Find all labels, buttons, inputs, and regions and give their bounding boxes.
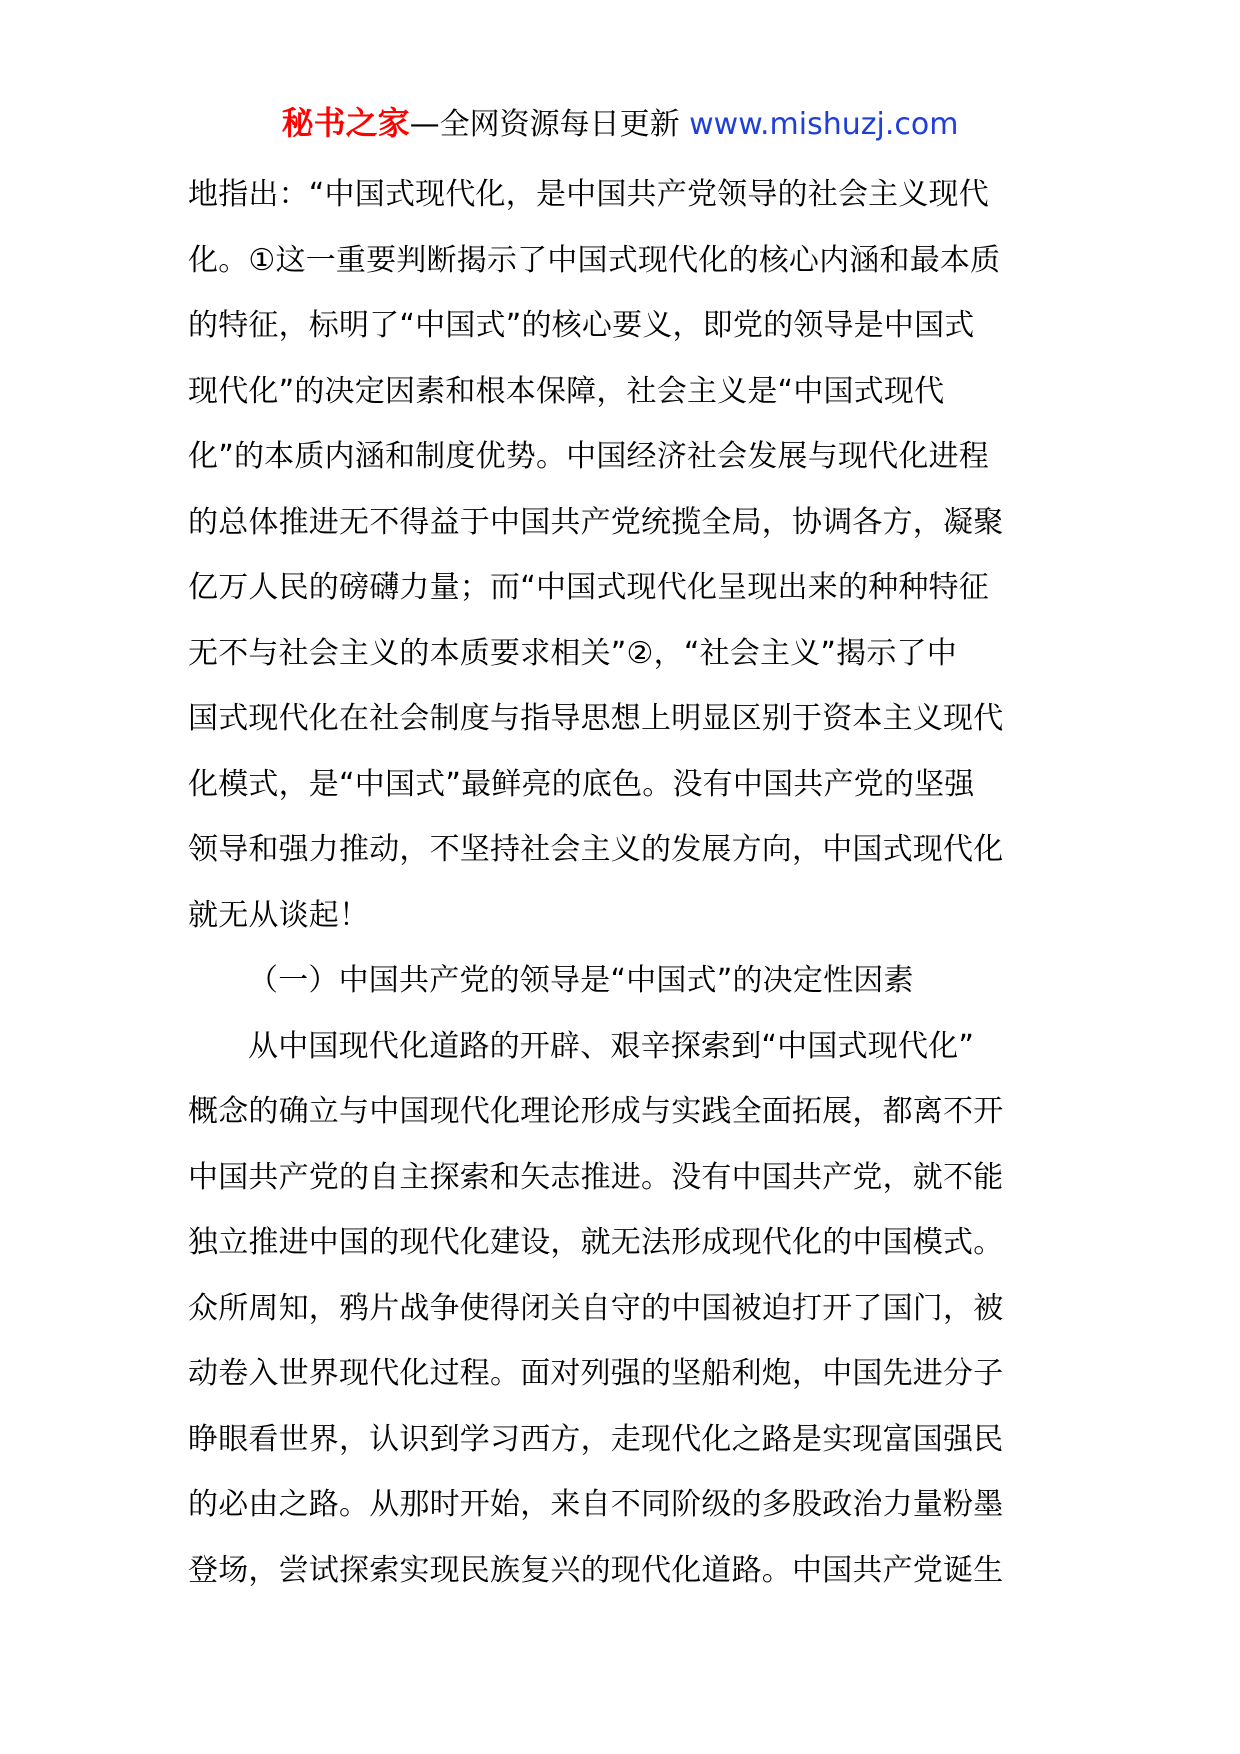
site-tagline: —全网资源每日更新	[409, 107, 680, 142]
text-line: 现代化”的决定因素和根本保障，社会主义是“中国式现代	[188, 373, 945, 409]
text-line: 国式现代化在社会制度与指导思想上明显区别于资本主义现代	[188, 701, 1004, 736]
text-line: 就无从谈起！	[188, 897, 370, 933]
text-line: 动卷入世界现代化过程。面对列强的坚船利炮，中国先进分子	[188, 1356, 1004, 1391]
text-line: 无不与社会主义的本质要求相关”②，“社会主义”揭示了中	[188, 635, 957, 671]
text-line: 独立推进中国的现代化建设，就无法形成现代化的中国模式。	[188, 1225, 1004, 1260]
text-line: 众所周知，鸦片战争使得闭关自守的中国被迫打开了国门，被	[188, 1290, 1004, 1326]
text-line: 地指出：“中国式现代化，是中国共产党领导的社会主义现代	[188, 177, 989, 212]
text-line: 化”的本质内涵和制度优势。中国经济社会发展与现代化进程	[188, 439, 989, 474]
section-heading: （一）中国共产党的领导是“中国式”的决定性因素	[248, 963, 914, 998]
site-url-link[interactable]: www.mishuzj.com	[689, 107, 959, 142]
document-body	[188, 162, 1058, 1603]
text-line: 化。①这一重要判断揭示了中国式现代化的核心内涵和最本质	[188, 242, 1001, 278]
text-line: 概念的确立与中国现代化理论形成与实践全面拓展，都离不开	[188, 1094, 1004, 1129]
text-line: 睁眼看世界，认识到学习西方，走现代化之路是实现富国强民	[188, 1421, 1004, 1457]
site-brand: 秘书之家	[281, 104, 410, 142]
site-header	[0, 98, 1240, 150]
text-line: 的特征，标明了“中国式”的核心要义，即党的领导是中国式	[188, 308, 975, 343]
text-line: 亿万人民的磅礴力量；而“中国式现代化呈现出来的种种特征	[188, 570, 989, 605]
text-line: 化模式，是“中国式”最鲜亮的底色。没有中国共产党的坚强	[188, 766, 975, 802]
text-line: 中国共产党的自主探索和矢志推进。没有中国共产党，就不能	[188, 1159, 1004, 1195]
text-line: 的总体推进无不得益于中国共产党统揽全局，协调各方，凝聚	[188, 504, 1004, 540]
paragraph-first-line: 从中国现代化道路的开辟、艰辛探索到“中国式现代化”	[248, 1028, 975, 1064]
text-line: 登场，尝试探索实现民族复兴的现代化道路。中国共产党诞生	[188, 1552, 1004, 1588]
text-line: 领导和强力推动，不坚持社会主义的发展方向，中国式现代化	[188, 832, 1004, 867]
text-line: 的必由之路。从那时开始，来自不同阶级的多股政治力量粉墨	[188, 1487, 1004, 1522]
